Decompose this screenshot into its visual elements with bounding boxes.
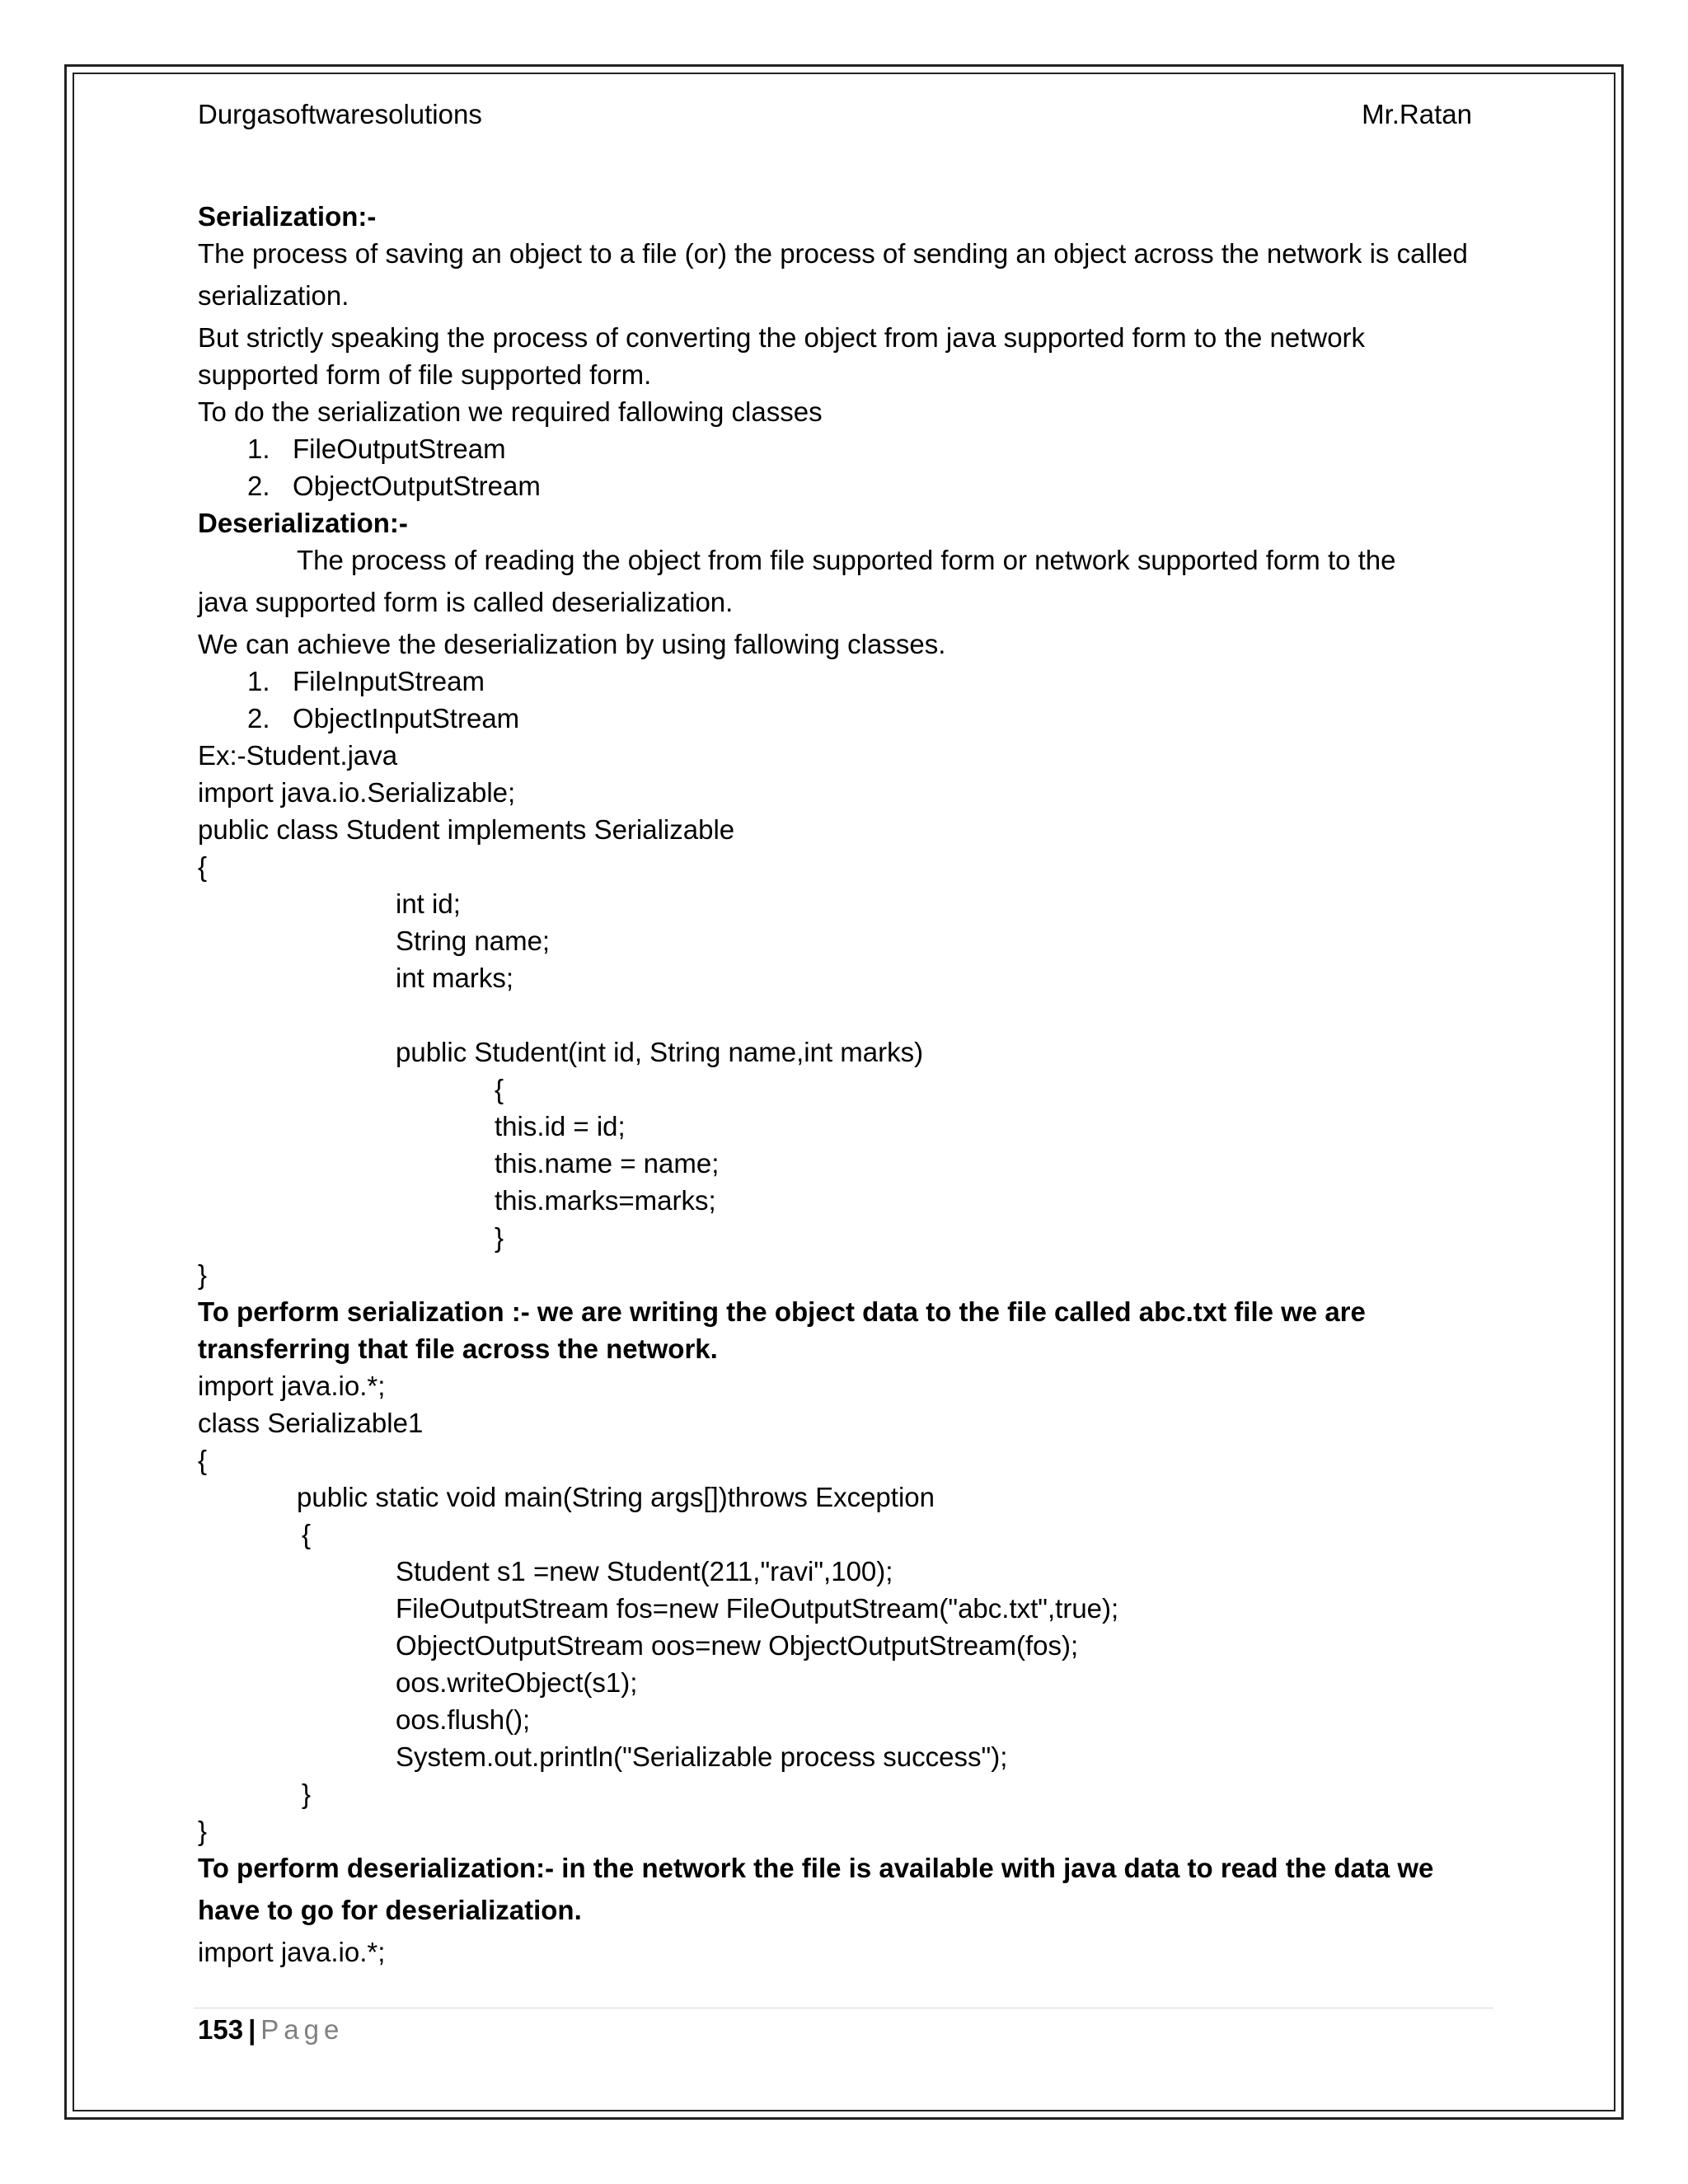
heading-perform-deserialization: To perform deserialization:- in the network the file is available with java data to read the data we bbox=[198, 1853, 1434, 1883]
heading-deserialization: Deserialization:- bbox=[198, 508, 408, 538]
text-line: java supported form is called deserialization. bbox=[198, 587, 734, 617]
code-line: ObjectOutputStream oos=new ObjectOutputStream(fos); bbox=[396, 1630, 1079, 1661]
text-line: The process of saving an object to a file (or) the process of sending an object across the network is called bbox=[198, 238, 1468, 269]
code-line: this.name = name; bbox=[495, 1148, 720, 1179]
code-line: int id; bbox=[396, 888, 461, 919]
list-item: 1. FileOutputStream bbox=[247, 434, 506, 464]
page-label: Page bbox=[260, 2014, 345, 2045]
code-line: } bbox=[198, 1816, 208, 1846]
list-item: 1. FileInputStream bbox=[247, 666, 485, 696]
text-line: serialization. bbox=[198, 280, 349, 311]
code-line: import java.io.Serializable; bbox=[198, 777, 516, 808]
page-footer bbox=[198, 2011, 344, 2048]
code-line: { bbox=[198, 1445, 208, 1475]
text-line: We can achieve the deserialization by using fallowing classes. bbox=[198, 629, 946, 659]
code-line: oos.writeObject(s1); bbox=[396, 1667, 638, 1698]
code-line: public class Student implements Serializable bbox=[198, 814, 735, 845]
code-line: String name; bbox=[396, 926, 551, 956]
code-line: } bbox=[495, 1222, 504, 1253]
text-line: Ex:-Student.java bbox=[198, 740, 398, 771]
header-left: Durgasoftwaresolutions bbox=[198, 99, 482, 129]
page-number: 153 bbox=[198, 2014, 244, 2045]
heading-serialization: Serialization:- bbox=[198, 201, 377, 232]
code-line: import java.io.*; bbox=[198, 1937, 386, 1967]
code-line: this.id = id; bbox=[495, 1111, 626, 1141]
list-item: 2. ObjectInputStream bbox=[247, 703, 520, 733]
code-line: public static void main(String args[])throws Exception bbox=[297, 1482, 935, 1512]
header-right: Mr.Ratan bbox=[1362, 99, 1472, 129]
code-line: { bbox=[198, 851, 208, 882]
code-line: { bbox=[302, 1519, 312, 1549]
code-line: oos.flush(); bbox=[396, 1704, 531, 1735]
code-line: } bbox=[198, 1259, 208, 1290]
code-line: class Serializable1 bbox=[198, 1408, 424, 1438]
text-line: To do the serialization we required fallowing classes bbox=[198, 396, 823, 427]
code-line: } bbox=[302, 1779, 312, 1809]
code-line: Student s1 =new Student(211,"ravi",100); bbox=[396, 1556, 893, 1586]
footer-separator: | bbox=[248, 2014, 256, 2045]
code-line: this.marks=marks; bbox=[495, 1185, 716, 1216]
code-line: public Student(int id, String name,int marks) bbox=[396, 1037, 924, 1067]
code-line: FileOutputStream fos=new FileOutputStream("abc.txt",true); bbox=[396, 1593, 1119, 1624]
list-item: 2. ObjectOutputStream bbox=[247, 471, 541, 501]
code-line: System.out.println("Serializable process success"); bbox=[396, 1741, 1008, 1772]
code-line: int marks; bbox=[396, 963, 514, 993]
text-line: supported form of file supported form. bbox=[198, 359, 652, 390]
heading-perform-deserialization-cont: have to go for deserialization. bbox=[198, 1895, 582, 1925]
code-line: import java.io.*; bbox=[198, 1371, 386, 1401]
code-line: { bbox=[495, 1074, 504, 1104]
heading-perform-serialization: To perform serialization :- we are writing the object data to the file called abc.txt file we are bbox=[198, 1296, 1366, 1327]
text-line: The process of reading the object from file supported form or network supported form to the bbox=[297, 545, 1396, 575]
text-line: But strictly speaking the process of converting the object from java supported form to the network bbox=[198, 322, 1366, 353]
heading-perform-serialization-cont: transferring that file across the network. bbox=[198, 1333, 718, 1364]
